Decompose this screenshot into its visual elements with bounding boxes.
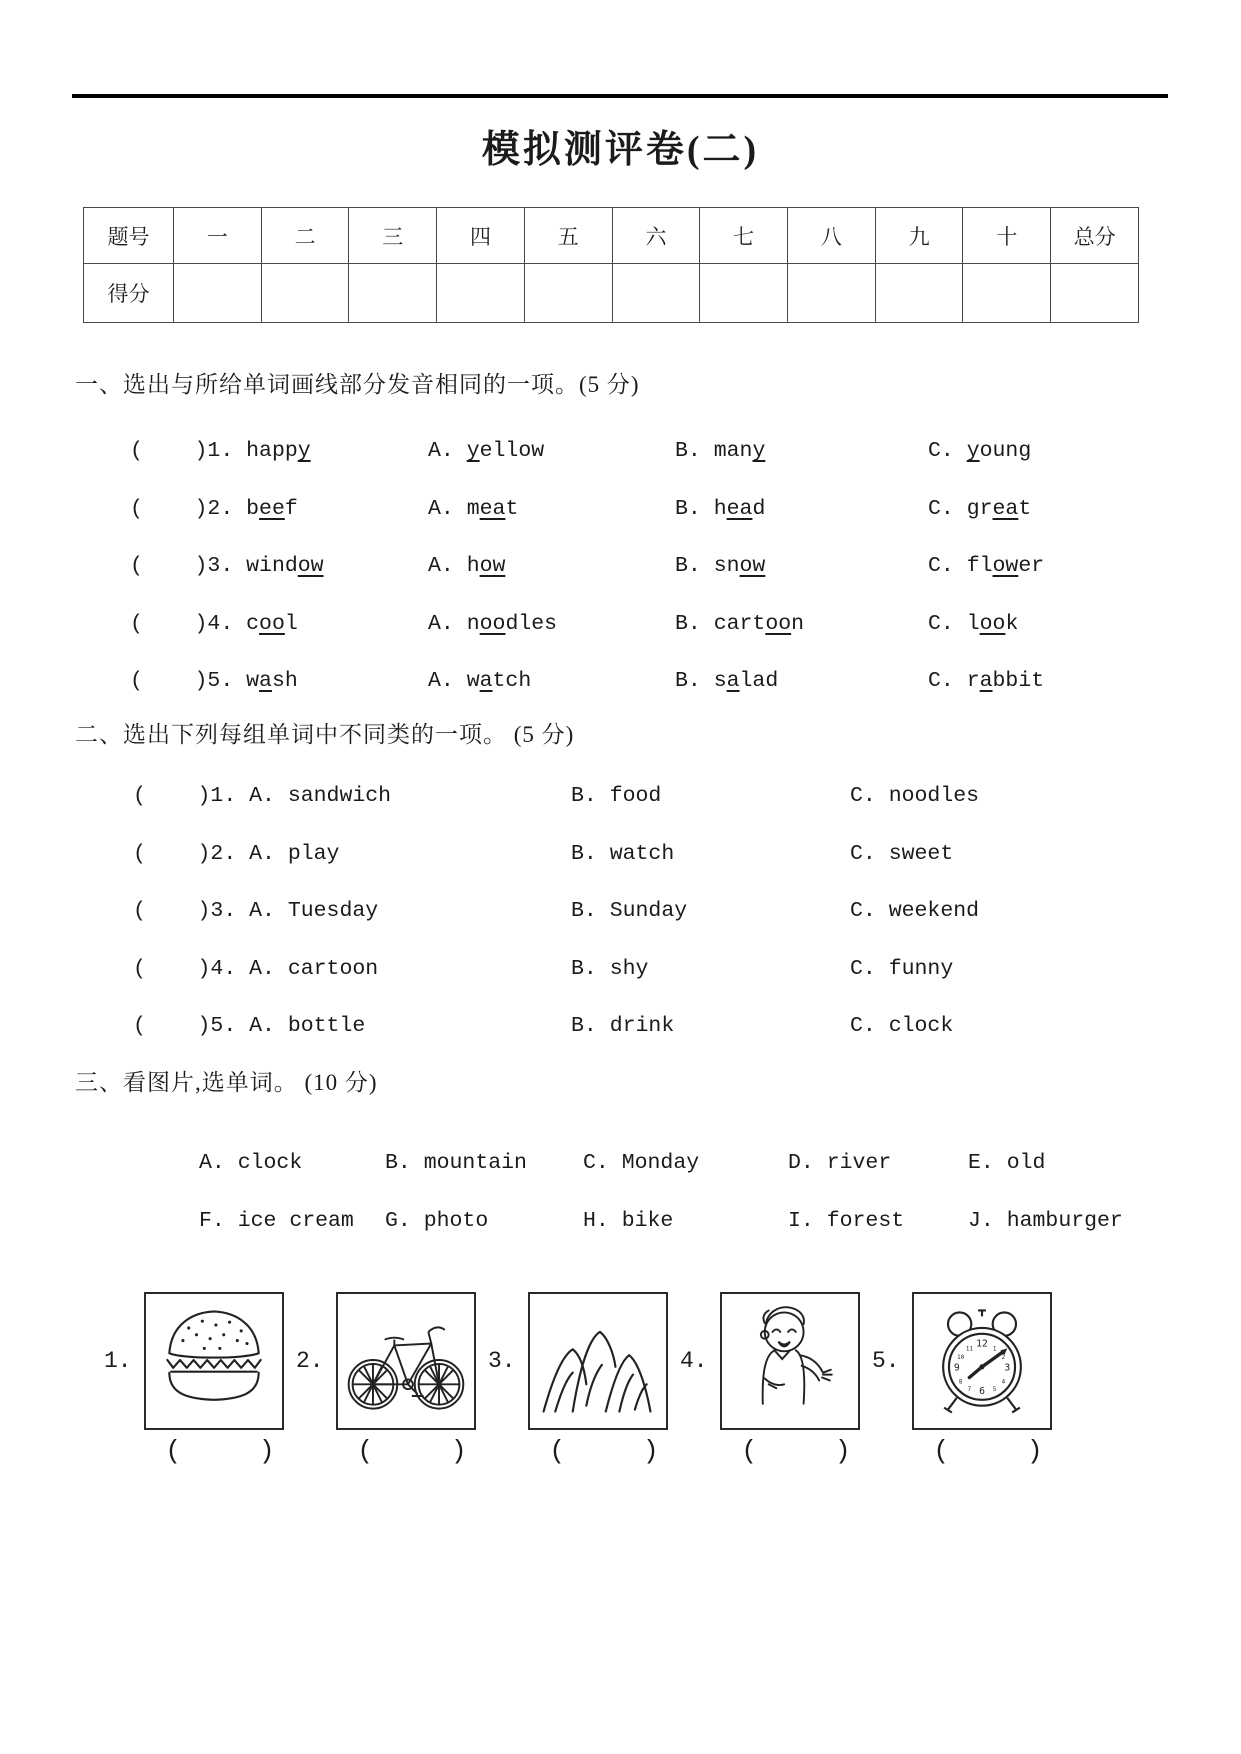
picture-number: 1. [104, 1348, 132, 1374]
category-question-row [133, 998, 1183, 1056]
score-table [83, 207, 1139, 323]
picture-box [144, 1292, 284, 1430]
answer-bracket[interactable]: ( ) [130, 554, 208, 578]
question-stem-word: wash [246, 669, 298, 693]
option-a: A. sandwich [249, 784, 392, 808]
picture-box [528, 1292, 668, 1430]
score-table-column-label: 七 [700, 208, 788, 264]
question-stem-cell [133, 826, 571, 884]
old-man-image [722, 1294, 858, 1428]
question-stem-cell [133, 941, 571, 999]
option-c [928, 596, 1180, 654]
question-stem-cell [130, 653, 428, 711]
picture-answer-paren[interactable]: ( ) [165, 1436, 275, 1466]
category-question-row [133, 826, 1183, 884]
picture-box [912, 1292, 1052, 1430]
picture-answer-cell [680, 1436, 872, 1466]
question-number: 4. [207, 611, 247, 636]
answer-bracket[interactable]: ( ) [133, 956, 211, 981]
question-stem-cell [133, 768, 571, 826]
option-word: rabbit [966, 669, 1045, 693]
option-a: A. play [249, 841, 340, 866]
phonics-question-row [130, 481, 1180, 539]
option-letter: A. [428, 669, 467, 693]
section-2-heading: 二、选出下列每组单词中不同类的一项。 (5 分) [75, 722, 575, 747]
question-stem-word: cool [246, 611, 298, 636]
svg-text:7: 7 [967, 1387, 972, 1394]
bike-image [338, 1294, 474, 1428]
answer-bracket[interactable]: ( ) [133, 841, 211, 866]
mountain-image [530, 1294, 666, 1428]
score-cell-empty[interactable] [437, 264, 525, 323]
option-word: salad [713, 669, 779, 693]
option-letter: A. [428, 439, 467, 463]
picture-answer-cell [104, 1436, 296, 1466]
underlined-letters: oo [259, 611, 285, 636]
option-letter: A. [428, 496, 467, 521]
underlined-letters: ow [739, 554, 766, 578]
word-bank-item: C. Monday [583, 1151, 700, 1175]
answer-bracket[interactable]: ( ) [133, 1014, 211, 1038]
option-word: meat [466, 496, 519, 521]
picture-number: 2. [296, 1348, 324, 1374]
word-bank [199, 1134, 1199, 1250]
score-cell-empty[interactable] [1051, 264, 1139, 323]
question-stem-cell [130, 481, 428, 539]
answer-bracket[interactable]: ( ) [133, 784, 211, 808]
option-a [428, 423, 675, 481]
underlined-letters: y [752, 439, 766, 463]
option-a [428, 653, 675, 711]
option-word: noodles [466, 611, 558, 636]
svg-text:6: 6 [979, 1386, 985, 1398]
category-question-row [133, 768, 1183, 826]
page-title: 模拟测评卷(二) [481, 129, 760, 171]
score-cell-empty[interactable] [963, 264, 1051, 323]
option-a: A. cartoon [249, 956, 379, 981]
option-letter: C. [928, 669, 967, 693]
underlined-letters: ow [297, 554, 324, 578]
option-letter: C. [928, 554, 967, 578]
word-bank-item: J. hamburger [968, 1209, 1123, 1233]
question-number: 5. [207, 669, 247, 693]
picture-answer-row [104, 1436, 1064, 1466]
top-rule [72, 94, 1168, 98]
question-stem-word: beef [246, 496, 298, 521]
option-word: young [966, 439, 1032, 463]
picture-answer-paren[interactable]: ( ) [549, 1436, 659, 1466]
svg-text:9: 9 [953, 1362, 960, 1374]
option-a [428, 538, 675, 596]
score-table-column-label: 二 [261, 208, 349, 264]
picture-unit [872, 1292, 1064, 1430]
answer-bracket[interactable]: ( ) [130, 496, 208, 521]
option-c [928, 481, 1180, 539]
question-stem-word: window [246, 554, 324, 578]
answer-bracket[interactable]: ( ) [130, 669, 208, 693]
option-a: A. bottle [249, 1014, 366, 1038]
option-word: cartoon [713, 611, 805, 636]
phonics-question-row [130, 653, 1180, 711]
picture-unit [296, 1292, 488, 1430]
section-1-heading: 一、选出与所给单词画线部分发音相同的一项。(5 分) [75, 372, 640, 397]
picture-answer-cell [488, 1436, 680, 1466]
word-bank-item: H. bike [583, 1209, 674, 1233]
option-b: B. watch [571, 841, 675, 866]
option-b: B. Sunday [571, 899, 688, 923]
word-bank-item: B. mountain [385, 1151, 527, 1175]
option-c [928, 538, 1180, 596]
question-stem-cell [133, 883, 571, 941]
word-bank-item: E. old [968, 1151, 1046, 1175]
option-a [428, 481, 675, 539]
word-bank-item: G. photo [385, 1209, 489, 1233]
score-table-column-label: 八 [788, 208, 876, 264]
score-table-column-label: 四 [437, 208, 525, 264]
word-bank-item: A. clock [199, 1151, 303, 1175]
score-cell-empty[interactable] [788, 264, 876, 323]
underlined-letters: ea [726, 496, 753, 521]
score-cell-empty[interactable] [612, 264, 700, 323]
option-b [675, 538, 928, 596]
word-bank-item: D. river [788, 1151, 892, 1175]
section-3-heading: 三、看图片,选单词。 (10 分) [75, 1070, 378, 1095]
option-letter: B. [675, 496, 714, 521]
picture-unit [488, 1292, 680, 1430]
score-table-column-label: 六 [612, 208, 700, 264]
svg-text:2: 2 [1001, 1355, 1006, 1362]
underlined-letters: ow [479, 554, 506, 578]
category-question-row [133, 941, 1183, 999]
category-question-row [133, 883, 1183, 941]
underlined-letters: a [979, 669, 993, 693]
underlined-letters: y [966, 439, 980, 463]
score-cell-empty[interactable] [261, 264, 349, 323]
svg-text:10: 10 [957, 1355, 965, 1362]
option-b: B. food [571, 784, 662, 808]
option-letter: B. [675, 439, 714, 463]
section-2-questions [133, 768, 1183, 1056]
svg-text:5: 5 [992, 1387, 997, 1394]
score-table-column-label: 十 [963, 208, 1051, 264]
underlined-letters: oo [765, 611, 792, 636]
picture-unit [104, 1292, 296, 1430]
picture-box [720, 1292, 860, 1430]
underlined-letters: ea [479, 496, 506, 521]
word-bank-item: I. forest [788, 1209, 905, 1233]
option-c [928, 423, 1180, 481]
score-table-score-row [84, 264, 1139, 323]
option-word: great [966, 496, 1032, 521]
score-table-corner-label: 题号 [84, 208, 174, 264]
picture-answer-paren[interactable]: ( ) [933, 1436, 1043, 1466]
score-table-column-label: 总分 [1051, 208, 1139, 264]
option-word: many [713, 439, 766, 463]
svg-text:12: 12 [976, 1338, 988, 1350]
underlined-letters: y [297, 439, 311, 463]
option-b [675, 481, 928, 539]
option-c [928, 653, 1180, 711]
underlined-letters: ow [992, 554, 1019, 578]
question-stem-cell [130, 423, 428, 481]
option-word: how [466, 554, 506, 578]
picture-answer-cell [296, 1436, 488, 1466]
hamburger-image [146, 1294, 282, 1428]
underlined-letters: ea [992, 496, 1019, 521]
option-a [428, 596, 675, 654]
score-table-header-row [84, 208, 1139, 264]
alarm-clock-image [914, 1294, 1050, 1428]
score-cell-empty[interactable] [875, 264, 963, 323]
option-letter: C. [928, 496, 967, 521]
question-number: 1. [210, 784, 250, 808]
underlined-letters: oo [479, 611, 506, 636]
option-c: C. weekend [850, 899, 980, 923]
phonics-question-row [130, 538, 1180, 596]
word-bank-row [199, 1134, 1199, 1192]
question-number: 2. [210, 841, 250, 866]
score-table-column-label: 一 [174, 208, 262, 264]
question-stem-cell [130, 596, 428, 654]
svg-text:8: 8 [958, 1379, 963, 1386]
option-word: yellow [466, 439, 545, 463]
option-b: B. shy [571, 956, 649, 981]
option-letter: A. [428, 611, 467, 636]
option-letter: B. [675, 669, 714, 693]
answer-bracket[interactable]: ( ) [133, 899, 211, 923]
svg-text:4: 4 [1001, 1379, 1006, 1386]
option-c: C. noodles [850, 784, 980, 808]
score-table-column-label: 五 [524, 208, 612, 264]
svg-text:1: 1 [992, 1346, 997, 1353]
question-number: 5. [210, 1014, 250, 1038]
picture-answer-cell [872, 1436, 1064, 1466]
picture-row [104, 1292, 1064, 1430]
score-table-column-label: 九 [875, 208, 963, 264]
option-word: watch [466, 669, 532, 693]
option-a: A. Tuesday [249, 899, 379, 923]
underlined-letters: oo [979, 611, 1006, 636]
picture-number: 3. [488, 1348, 516, 1374]
question-number: 3. [207, 554, 247, 578]
question-stem-word: happy [246, 439, 311, 463]
picture-number: 5. [872, 1348, 900, 1374]
option-word: look [966, 611, 1019, 636]
option-b [675, 596, 928, 654]
option-c: C. clock [850, 1014, 954, 1038]
score-table-column-label: 三 [349, 208, 437, 264]
svg-text:11: 11 [965, 1346, 973, 1353]
option-c: C. funny [850, 956, 954, 981]
option-word: flower [966, 554, 1045, 578]
phonics-question-row [130, 423, 1180, 481]
option-b [675, 653, 928, 711]
word-bank-row [199, 1192, 1199, 1250]
underlined-letters: a [726, 669, 740, 693]
score-cell-empty[interactable] [349, 264, 437, 323]
question-number: 1. [207, 439, 247, 463]
question-number: 4. [210, 956, 250, 981]
picture-answer-paren[interactable]: ( ) [741, 1436, 851, 1466]
question-stem-cell [133, 998, 571, 1056]
answer-bracket[interactable]: ( ) [130, 611, 208, 636]
option-c: C. sweet [850, 841, 954, 866]
option-letter: C. [928, 439, 967, 463]
picture-number: 4. [680, 1348, 708, 1374]
option-letter: B. [675, 611, 714, 636]
option-b [675, 423, 928, 481]
option-letter: A. [428, 554, 467, 578]
underlined-letters: y [466, 439, 480, 463]
score-cell-empty[interactable] [524, 264, 612, 323]
option-letter: C. [928, 611, 967, 636]
picture-box [336, 1292, 476, 1430]
question-stem-cell [130, 538, 428, 596]
svg-text:3: 3 [1004, 1362, 1011, 1374]
question-number: 2. [207, 496, 247, 521]
answer-bracket[interactable]: ( ) [130, 439, 208, 463]
section-1-questions [130, 423, 1180, 711]
question-number: 3. [210, 899, 250, 923]
picture-answer-paren[interactable]: ( ) [357, 1436, 467, 1466]
option-word: head [713, 496, 766, 521]
underlined-letters: a [479, 669, 493, 693]
option-b: B. drink [571, 1014, 675, 1038]
phonics-question-row [130, 596, 1180, 654]
word-bank-item: F. ice cream [199, 1209, 354, 1233]
score-cell-empty[interactable] [174, 264, 262, 323]
option-word: snow [713, 554, 766, 578]
score-cell-empty[interactable] [700, 264, 788, 323]
picture-unit [680, 1292, 872, 1430]
score-row-label: 得分 [84, 264, 174, 323]
underlined-letters: ee [259, 496, 285, 521]
option-letter: B. [675, 554, 714, 578]
underlined-letters: a [259, 669, 272, 693]
